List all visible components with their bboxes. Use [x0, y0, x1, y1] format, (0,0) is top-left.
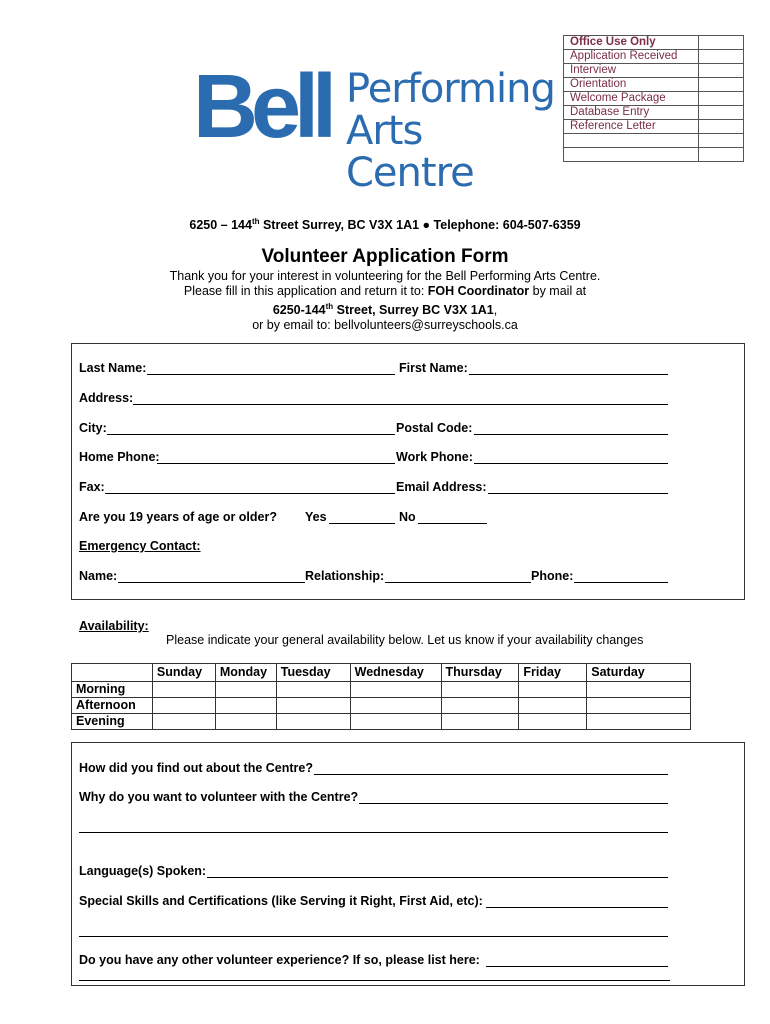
- availability-cell[interactable]: [587, 714, 691, 730]
- availability-cell[interactable]: [152, 682, 215, 698]
- relationship-field[interactable]: [385, 582, 531, 583]
- why-volunteer-field-line-2[interactable]: [79, 832, 668, 833]
- city-label: City:: [79, 421, 107, 435]
- availability-note: Please indicate your general availability below. Let us know if your availability changes: [166, 633, 644, 647]
- emergency-phone-field[interactable]: [574, 582, 668, 583]
- availability-cell[interactable]: [519, 682, 587, 698]
- intro-line-1: Thank you for your interest in volunteering for the Bell Performing Arts Centre.: [169, 269, 601, 283]
- office-use-cell[interactable]: [699, 64, 744, 78]
- fax-field[interactable]: [105, 493, 395, 494]
- form-title: Volunteer Application Form: [261, 246, 509, 267]
- why-volunteer-field[interactable]: [359, 803, 668, 804]
- office-use-header: Office Use Only: [564, 36, 699, 50]
- availability-cell[interactable]: [215, 682, 276, 698]
- availability-table: [71, 663, 691, 730]
- day-header: Sunday: [152, 664, 215, 682]
- logo-line-1: Performing: [346, 66, 555, 112]
- relationship-label: Relationship:: [305, 569, 385, 583]
- office-use-row: Reference Letter: [564, 120, 699, 134]
- office-use-cell[interactable]: [699, 78, 744, 92]
- availability-cell[interactable]: [441, 698, 519, 714]
- home-phone-label: Home Phone:: [79, 450, 160, 464]
- first-name-label: First Name:: [399, 361, 468, 375]
- office-use-cell[interactable]: [699, 134, 744, 148]
- availability-cell[interactable]: [519, 714, 587, 730]
- question-why-volunteer: Why do you want to volunteer with the Centre?: [79, 790, 359, 804]
- yes-label: Yes: [305, 510, 327, 524]
- bell-logo: [193, 57, 555, 196]
- office-use-row: [564, 134, 699, 148]
- office-use-cell[interactable]: [699, 36, 744, 50]
- office-use-row: Welcome Package: [564, 92, 699, 106]
- availability-cell[interactable]: [152, 698, 215, 714]
- intro-text: [0, 269, 770, 333]
- office-use-row: Orientation: [564, 78, 699, 92]
- skills-field-line-2[interactable]: [79, 936, 668, 937]
- availability-cell[interactable]: [276, 682, 350, 698]
- availability-cell[interactable]: [441, 714, 519, 730]
- day-header: Thursday: [441, 664, 519, 682]
- address-field[interactable]: [133, 404, 668, 405]
- emergency-name-field[interactable]: [118, 582, 305, 583]
- experience-field[interactable]: [486, 966, 668, 967]
- office-use-cell[interactable]: [699, 92, 744, 106]
- day-header: Saturday: [587, 664, 691, 682]
- skills-field[interactable]: [486, 907, 668, 908]
- postal-code-field[interactable]: [474, 434, 668, 435]
- emergency-phone-label: Phone:: [531, 569, 574, 583]
- last-name-field[interactable]: [147, 374, 395, 375]
- office-use-row: Interview: [564, 64, 699, 78]
- availability-heading: Availability:: [79, 619, 149, 633]
- availability-cell[interactable]: [152, 714, 215, 730]
- question-languages: Language(s) Spoken:: [79, 864, 207, 878]
- fax-label: Fax:: [79, 480, 105, 494]
- email-label: Email Address:: [396, 480, 487, 494]
- day-header: Friday: [519, 664, 587, 682]
- availability-cell[interactable]: [215, 698, 276, 714]
- availability-cell[interactable]: [215, 714, 276, 730]
- availability-cell[interactable]: [519, 698, 587, 714]
- city-field[interactable]: [107, 434, 395, 435]
- availability-cell[interactable]: [587, 698, 691, 714]
- availability-cell[interactable]: [350, 698, 441, 714]
- experience-field-line-2[interactable]: [79, 980, 670, 981]
- postal-code-label: Postal Code:: [396, 421, 473, 435]
- office-use-cell[interactable]: [699, 120, 744, 134]
- day-header: Tuesday: [276, 664, 350, 682]
- question-experience: Do you have any other volunteer experience? If so, please list here:: [79, 953, 480, 967]
- logo-bell-word: Bell: [193, 57, 331, 157]
- availability-cell[interactable]: [276, 698, 350, 714]
- office-use-cell[interactable]: [699, 106, 744, 120]
- office-use-row: [564, 148, 699, 162]
- question-skills: Special Skills and Certifications (like Serving it Right, First Aid, etc):: [79, 894, 483, 908]
- work-phone-field[interactable]: [474, 463, 668, 464]
- availability-cell[interactable]: [441, 682, 519, 698]
- availability-cell[interactable]: [587, 682, 691, 698]
- office-use-row: Application Received: [564, 50, 699, 64]
- office-use-table: [563, 35, 744, 162]
- office-use-cell[interactable]: [699, 50, 744, 64]
- languages-field[interactable]: [207, 877, 668, 878]
- intro-line-3: 6250-144th Street, Surrey BC V3X 1A1,: [272, 302, 498, 318]
- emergency-contact-heading: Emergency Contact:: [79, 539, 201, 553]
- availability-cell[interactable]: [276, 714, 350, 730]
- work-phone-label: Work Phone:: [396, 450, 473, 464]
- availability-cell[interactable]: [350, 682, 441, 698]
- emergency-name-label: Name:: [79, 569, 118, 583]
- address-label: Address:: [79, 391, 134, 405]
- office-use-row: Database Entry: [564, 106, 699, 120]
- office-use-cell[interactable]: [699, 148, 744, 162]
- no-label: No: [399, 510, 416, 524]
- personal-info-box: [71, 343, 745, 600]
- no-field[interactable]: [418, 523, 487, 524]
- home-phone-field[interactable]: [157, 463, 395, 464]
- email-field[interactable]: [488, 493, 668, 494]
- question-find-out: How did you find out about the Centre?: [79, 761, 314, 775]
- time-label: Afternoon: [72, 698, 153, 714]
- intro-line-2: Please fill in this application and return it to: FOH Coordinator by mail at: [183, 284, 587, 298]
- age-question: Are you 19 years of age or older?: [79, 510, 277, 524]
- find-out-field[interactable]: [314, 774, 668, 775]
- availability-corner: [72, 664, 153, 682]
- logo-line-2: Arts Centre: [346, 108, 474, 196]
- time-label: Morning: [72, 682, 153, 698]
- address-line: 6250 – 144th Street Surrey, BC V3X 1A1 ● Telephone: 604-507-6359: [189, 217, 581, 233]
- yes-field[interactable]: [329, 523, 395, 524]
- availability-cell[interactable]: [350, 714, 441, 730]
- day-header: Wednesday: [350, 664, 441, 682]
- day-header: Monday: [215, 664, 276, 682]
- last-name-label: Last Name:: [79, 361, 147, 375]
- first-name-field[interactable]: [469, 374, 668, 375]
- time-label: Evening: [72, 714, 153, 730]
- intro-line-4: or by email to: bellvolunteers@surreyschools.ca: [252, 318, 518, 333]
